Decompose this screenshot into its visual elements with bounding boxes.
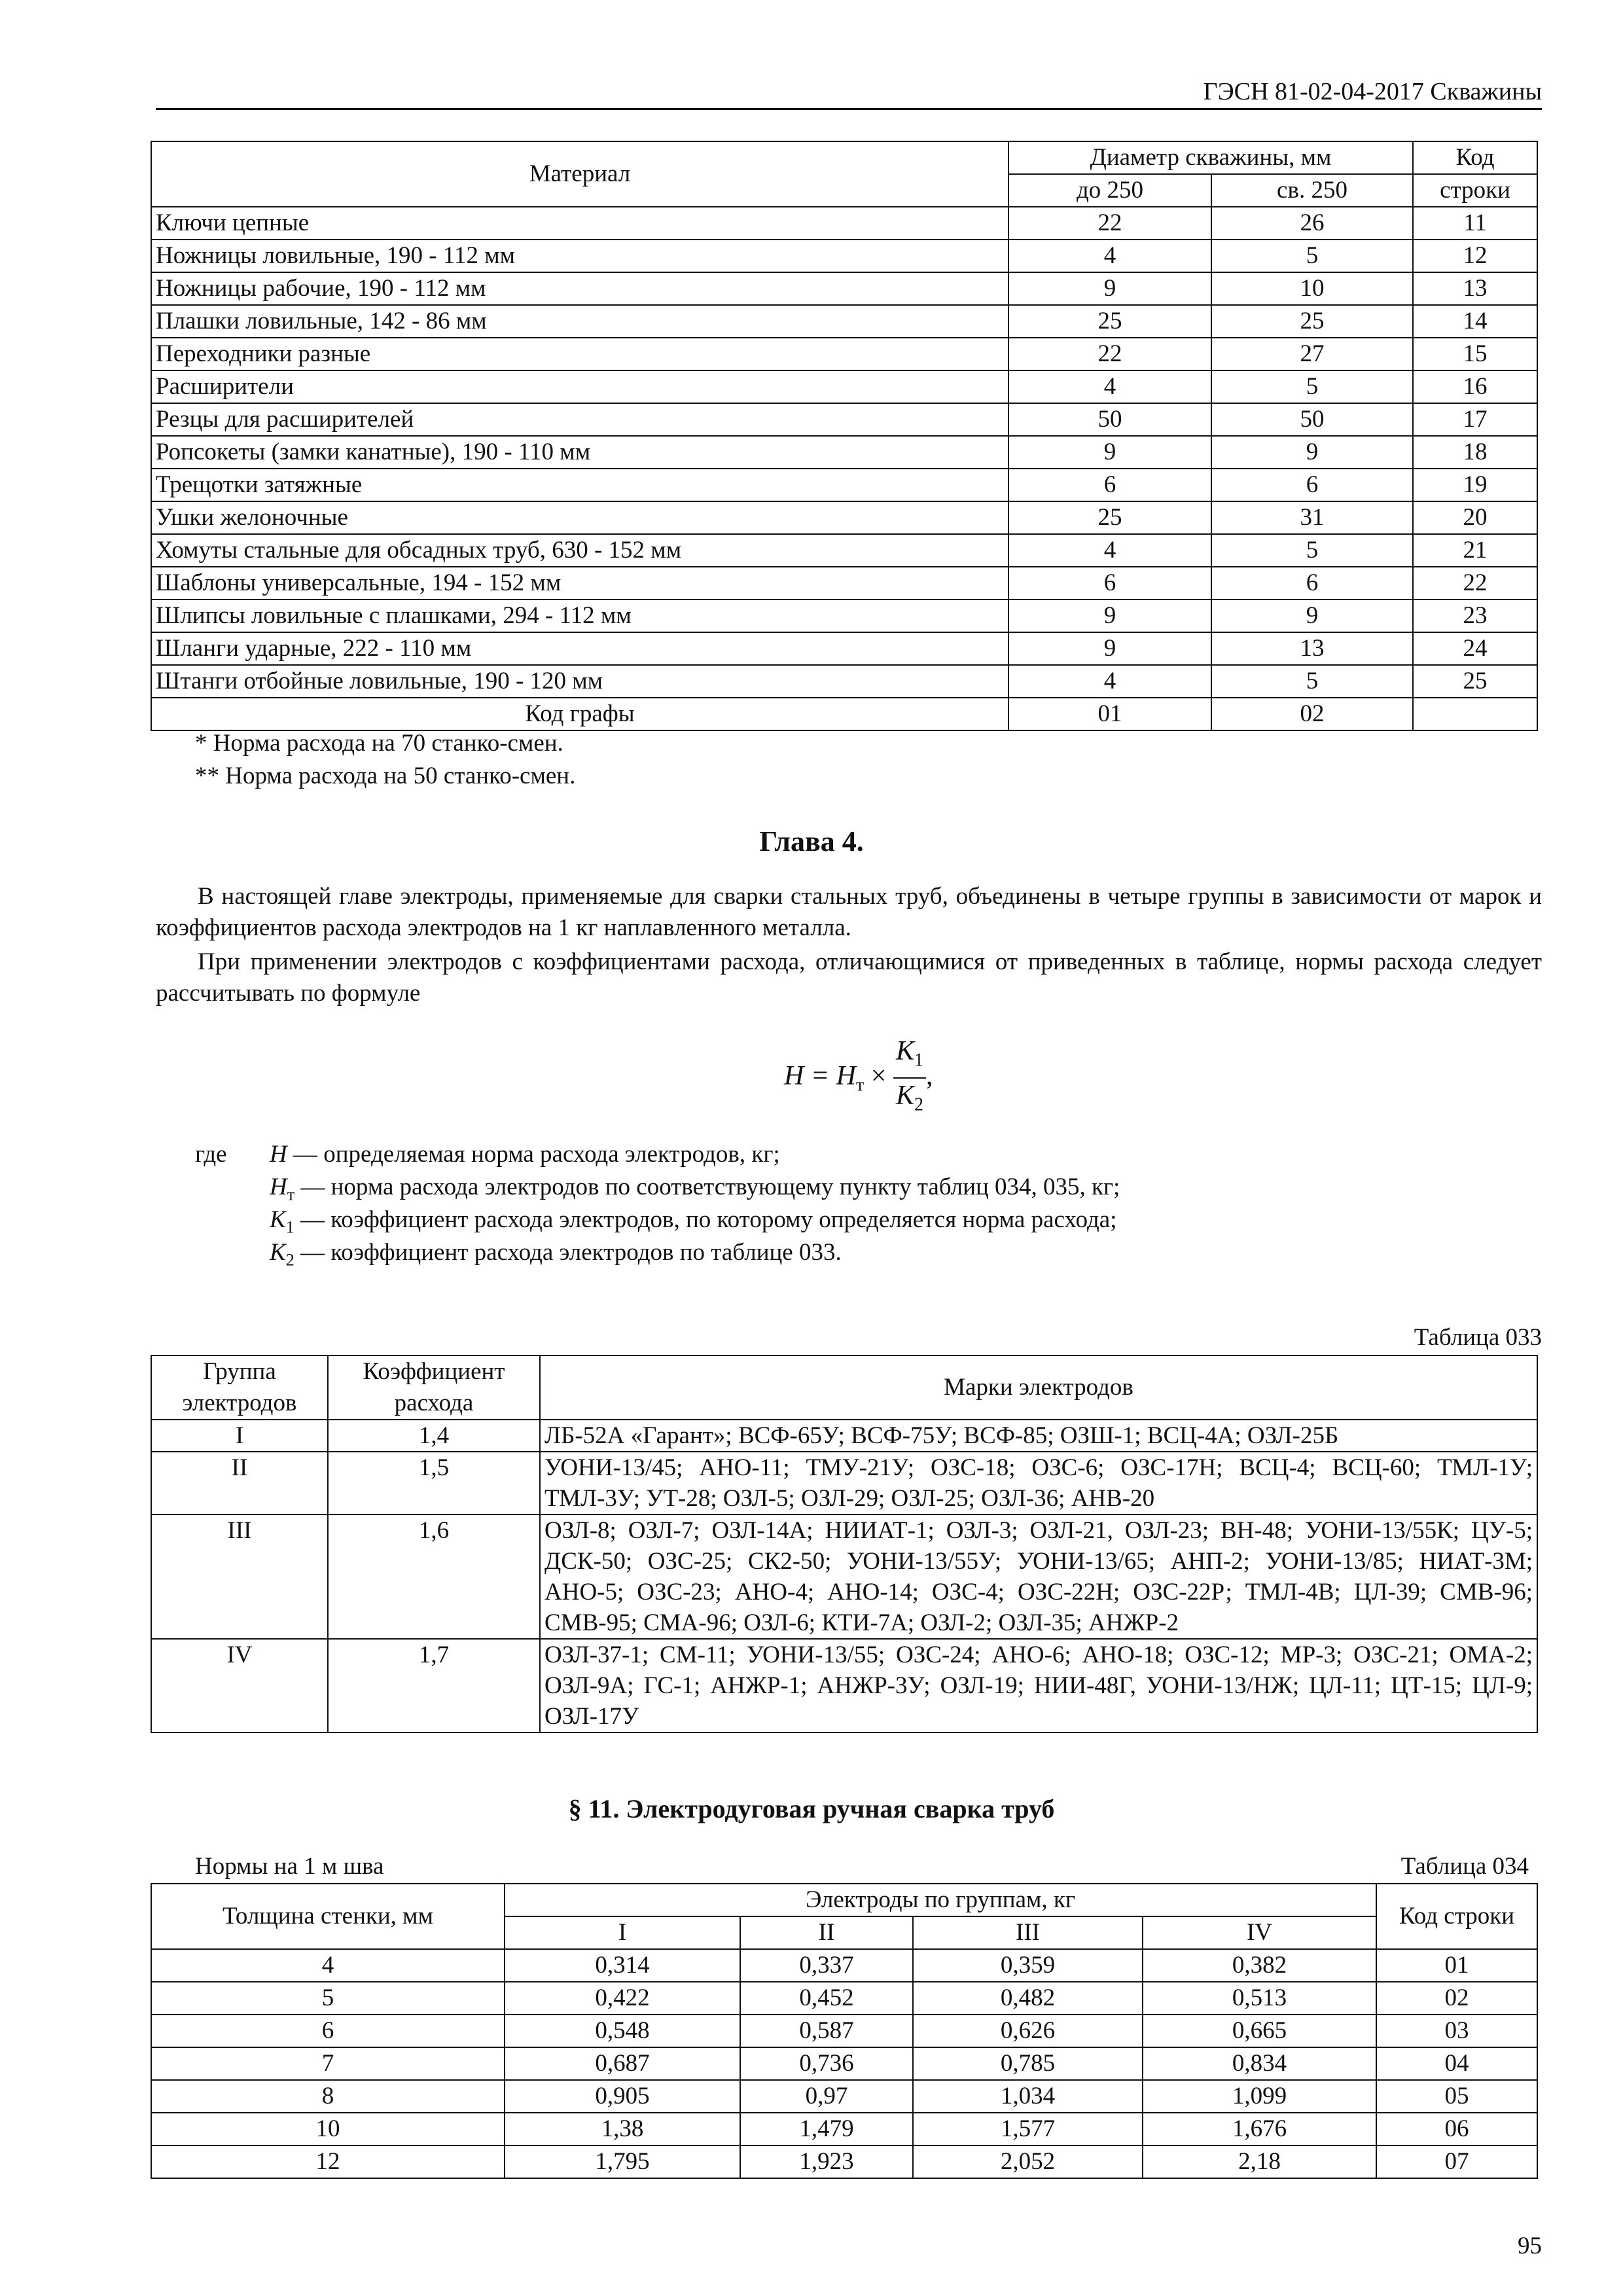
table-034-label: Таблица 034 xyxy=(1400,1853,1529,1880)
formula-times: × xyxy=(864,1061,893,1092)
consumption-coefficient: 1,7 xyxy=(328,1639,540,1732)
table-row xyxy=(151,600,1537,632)
material-name: Шланги ударные, 222 - 110 мм xyxy=(151,632,1008,665)
formula-denominator-sub: 2 xyxy=(914,1094,923,1115)
table-034-norm-label: Нормы на 1 м шва xyxy=(195,1853,384,1880)
table-row xyxy=(151,2113,1537,2145)
electrode-group: I xyxy=(151,1420,328,1452)
value-over-250: 9 xyxy=(1211,436,1413,469)
table-033-label: Таблица 033 xyxy=(1414,1324,1542,1351)
group-3-value: 0,626 xyxy=(913,2015,1143,2047)
table-row xyxy=(151,2145,1537,2178)
line-code: 07 xyxy=(1376,2145,1537,2178)
value-upto-250: 25 xyxy=(1008,501,1211,534)
material-name: Ключи цепные xyxy=(151,207,1008,240)
table-row xyxy=(151,272,1537,305)
value-upto-250: 9 xyxy=(1008,436,1211,469)
electrode-brands: ОЗЛ-37-1; СМ-11; УОНИ-13/55; ОЗС-24; АНО-6; АНО-18; ОЗС-12; МР-3; ОЗС-21; ОМА-2; ОЗЛ-9А; ГС-1; АНЖР-1; АНЖР-3У; ОЗЛ-19; НИИ-48Г, УОНИ-13/НЖ; ЦЛ-11; ЦТ-15; ЦЛ-9; ОЗЛ-17У xyxy=(540,1639,1537,1732)
chapter-paragraph-1: В настоящей главе электроды, применяемые для сварки стальных труб, объединены в четыре группы в зависимости от марок и коэффициентов расхода электродов на 1 кг наплавленного металла. xyxy=(156,883,1542,941)
group-4-value: 0,665 xyxy=(1143,2015,1376,2047)
col-header-group-1: I xyxy=(505,1916,740,1949)
material-name: Хомуты стальные для обсадных труб, 630 - 152 мм xyxy=(151,534,1008,567)
col-header-group-line1: Группа xyxy=(203,1358,276,1385)
group-2-value: 1,479 xyxy=(740,2113,913,2145)
material-name: Шаблоны универсальные, 194 - 152 мм xyxy=(151,567,1008,600)
line-code: 16 xyxy=(1413,370,1537,403)
legend-symbol-k1: K xyxy=(270,1206,286,1233)
material-name: Резцы для расширителей xyxy=(151,403,1008,436)
col-header-diameter: Диаметр скважины, мм xyxy=(1008,141,1413,174)
footer-empty-cell xyxy=(1413,698,1537,730)
group-3-value: 2,052 xyxy=(913,2145,1143,2178)
consumption-coefficient: 1,5 xyxy=(328,1452,540,1515)
group-2-value: 0,452 xyxy=(740,1982,913,2015)
table-row xyxy=(151,207,1537,240)
chapter-paragraph-2: При применении электродов с коэффициентами расхода, отличающимися от приведенных в таблице, нормы расхода следует рассчитывать по формуле xyxy=(156,948,1542,1007)
wall-thickness: 10 xyxy=(151,2113,505,2145)
group-3-value: 0,482 xyxy=(913,1982,1143,2015)
electrode-group: II xyxy=(151,1452,328,1515)
table-row xyxy=(151,370,1537,403)
group-2-value: 0,587 xyxy=(740,2015,913,2047)
value-upto-250: 9 xyxy=(1008,600,1211,632)
value-over-250: 5 xyxy=(1211,665,1413,698)
electrode-brands: ЛБ-52А «Гарант»; ВСФ-65У; ВСФ-75У; ВСФ-85; ОЗШ-1; ВСЦ-4А; ОЗЛ-25Б xyxy=(540,1420,1537,1452)
wall-thickness: 8 xyxy=(151,2080,505,2113)
group-2-value: 0,736 xyxy=(740,2047,913,2080)
value-over-250: 5 xyxy=(1211,370,1413,403)
line-code: 06 xyxy=(1376,2113,1537,2145)
chapter-title: Глава 4. xyxy=(759,825,864,857)
material-name: Переходники разные xyxy=(151,338,1008,370)
consumption-coefficient: 1,4 xyxy=(328,1420,540,1452)
material-name: Плашки ловильные, 142 - 86 мм xyxy=(151,305,1008,338)
legend-text-k1: — коэффициент расхода электродов, по которому определяется норма расхода; xyxy=(294,1206,1117,1233)
legend-line-h xyxy=(270,1139,780,1170)
col-header-brands: Марки электродов xyxy=(540,1355,1537,1420)
wall-thickness: 6 xyxy=(151,2015,505,2047)
table-row xyxy=(151,305,1537,338)
table-row xyxy=(151,501,1537,534)
line-code: 14 xyxy=(1413,305,1537,338)
group-3-value: 1,034 xyxy=(913,2080,1143,2113)
legend-subscript-2: 2 xyxy=(285,1250,294,1270)
footer-column-code-a: 01 xyxy=(1008,698,1211,730)
group-4-value: 1,099 xyxy=(1143,2080,1376,2113)
line-code: 05 xyxy=(1376,2080,1537,2113)
wall-thickness: 4 xyxy=(151,1949,505,1982)
value-upto-250: 22 xyxy=(1008,207,1211,240)
line-code: 22 xyxy=(1413,567,1537,600)
value-upto-250: 4 xyxy=(1008,665,1211,698)
group-1-value: 0,687 xyxy=(505,2047,740,2080)
value-over-250: 26 xyxy=(1211,207,1413,240)
line-code: 11 xyxy=(1413,207,1537,240)
value-over-250: 6 xyxy=(1211,469,1413,501)
value-upto-250: 6 xyxy=(1008,469,1211,501)
legend-line-k2 xyxy=(270,1237,842,1276)
value-over-250: 27 xyxy=(1211,338,1413,370)
material-name: Ушки желоночные xyxy=(151,501,1008,534)
wall-thickness: 5 xyxy=(151,1982,505,2015)
table-row xyxy=(151,338,1537,370)
group-1-value: 1,795 xyxy=(505,2145,740,2178)
table-row xyxy=(151,403,1537,436)
table-row xyxy=(151,2080,1537,2113)
value-upto-250: 9 xyxy=(1008,632,1211,665)
legend-where: где xyxy=(195,1141,227,1168)
col-header-coefficient xyxy=(328,1355,540,1420)
line-code: 19 xyxy=(1413,469,1537,501)
group-1-value: 0,548 xyxy=(505,2015,740,2047)
legend-symbol-ht: H xyxy=(270,1174,287,1200)
line-code: 20 xyxy=(1413,501,1537,534)
electrode-brands: УОНИ-13/45; АНО-11; ТМУ-21У; ОЗС-18; ОЗС-6; ОЗС-17Н; ВСЦ-4; ВСЦ-60; ТМЛ-1У; ТМЛ-3У; УТ-28; ОЗЛ-5; ОЗЛ-29; ОЗЛ-25; ОЗЛ-36; АНВ-20 xyxy=(540,1452,1537,1515)
formula-numerator: K xyxy=(895,1036,914,1066)
value-upto-250: 4 xyxy=(1008,370,1211,403)
material-name: Расширители xyxy=(151,370,1008,403)
consumption-coefficient: 1,6 xyxy=(328,1515,540,1639)
footer-column-code-b: 02 xyxy=(1211,698,1413,730)
note-70-shifts: * Норма расхода на 70 станко-смен. xyxy=(195,730,563,757)
line-code: 13 xyxy=(1413,272,1537,305)
electrode-group: III xyxy=(151,1515,328,1639)
col-header-over-250: св. 250 xyxy=(1211,174,1413,207)
col-header-group-2: II xyxy=(740,1916,913,1949)
legend-symbol-h: H xyxy=(270,1141,287,1168)
formula-lhs: H = H xyxy=(784,1061,857,1092)
footer-label-code-column: Код графы xyxy=(151,698,1008,730)
materials-table xyxy=(151,141,1538,731)
material-name: Ножницы рабочие, 190 - 112 мм xyxy=(151,272,1008,305)
material-name: Штанги отбойные ловильные, 190 - 120 мм xyxy=(151,665,1008,698)
value-upto-250: 4 xyxy=(1008,240,1211,272)
group-3-value: 0,785 xyxy=(913,2047,1143,2080)
table-row xyxy=(151,1639,1537,1732)
line-code: 12 xyxy=(1413,240,1537,272)
value-upto-250: 4 xyxy=(1008,534,1211,567)
col-header-thickness: Толщина стенки, мм xyxy=(151,1884,505,1949)
table-row xyxy=(151,1420,1537,1452)
legend-symbol-k2: K xyxy=(270,1239,286,1266)
material-name: Ропсокеты (замки канатные), 190 - 110 мм xyxy=(151,436,1008,469)
wall-thickness: 7 xyxy=(151,2047,505,2080)
col-header-group-3: III xyxy=(913,1916,1143,1949)
legend-subscript-t: т xyxy=(287,1185,295,1204)
col-header-group-4: IV xyxy=(1143,1916,1376,1949)
group-1-value: 0,905 xyxy=(505,2080,740,2113)
value-over-250: 9 xyxy=(1211,600,1413,632)
legend-text-ht: — норма расхода электродов по соответствующему пункту таблиц 034, 035, кг; xyxy=(294,1174,1120,1200)
value-over-250: 6 xyxy=(1211,567,1413,600)
legend-text-k2: — коэффициент расхода электродов по таблице 033. xyxy=(294,1239,842,1266)
group-2-value: 1,923 xyxy=(740,2145,913,2178)
electrode-brands: ОЗЛ-8; ОЗЛ-7; ОЗЛ-14А; НИИАТ-1; ОЗЛ-3; ОЗЛ-21, ОЗЛ-23; ВН-48; УОНИ-13/55К; ЦУ-5; ДСК-50; ОЗС-25; СК2-50; УОНИ-13/55У; УОНИ-13/65; АНП-2; УОНИ-13/85; НИАТ-3М; АНО-5; ОЗС-23; АНО-4; АНО-14; ОЗС-4; ОЗС-22Н; ОЗС-22Р; ТМЛ-4В; ЦЛ-39; СМВ-96; СМВ-95; СМА-96; ОЗЛ-6; КТИ-7А; ОЗЛ-2; ОЗЛ-35; АНЖР-2 xyxy=(540,1515,1537,1639)
group-3-value: 1,577 xyxy=(913,2113,1143,2145)
value-over-250: 5 xyxy=(1211,534,1413,567)
value-over-250: 10 xyxy=(1211,272,1413,305)
col-header-coef-line2: расхода xyxy=(394,1390,474,1416)
table-row xyxy=(151,665,1537,698)
value-upto-250: 9 xyxy=(1008,272,1211,305)
electrode-consumption-table xyxy=(151,1883,1538,2179)
consumption-formula xyxy=(784,1034,933,1122)
value-upto-250: 6 xyxy=(1008,567,1211,600)
line-code: 25 xyxy=(1413,665,1537,698)
group-1-value: 0,422 xyxy=(505,1982,740,2015)
value-over-250: 13 xyxy=(1211,632,1413,665)
table-row xyxy=(151,632,1537,665)
table-row xyxy=(151,469,1537,501)
line-code: 02 xyxy=(1376,1982,1537,2015)
table-row xyxy=(151,1515,1537,1639)
value-upto-250: 25 xyxy=(1008,305,1211,338)
value-over-250: 5 xyxy=(1211,240,1413,272)
value-over-250: 31 xyxy=(1211,501,1413,534)
formula-fraction xyxy=(893,1034,926,1122)
col-header-material: Материал xyxy=(151,141,1008,207)
table-row xyxy=(151,1452,1537,1515)
group-2-value: 0,97 xyxy=(740,2080,913,2113)
col-header-coef-line1: Коэффициент xyxy=(363,1358,505,1385)
table-row xyxy=(151,2047,1537,2080)
line-code: 17 xyxy=(1413,403,1537,436)
line-code: 21 xyxy=(1413,534,1537,567)
material-name: Ножницы ловильные, 190 - 112 мм xyxy=(151,240,1008,272)
col-header-upto-250: до 250 xyxy=(1008,174,1211,207)
value-over-250: 25 xyxy=(1211,305,1413,338)
table-row xyxy=(151,240,1537,272)
formula-numerator-sub: 1 xyxy=(914,1050,923,1071)
table-row xyxy=(151,2015,1537,2047)
formula-subscript-t: т xyxy=(856,1075,865,1096)
group-1-value: 0,314 xyxy=(505,1949,740,1982)
value-upto-250: 22 xyxy=(1008,338,1211,370)
note-50-shifts: ** Норма расхода на 50 станко-смен. xyxy=(195,762,576,789)
page-number: 95 xyxy=(1518,2233,1542,2259)
line-code: 15 xyxy=(1413,338,1537,370)
col-header-code-line1: Код xyxy=(1413,141,1537,174)
group-4-value: 0,382 xyxy=(1143,1949,1376,1982)
table-row xyxy=(151,436,1537,469)
col-header-line-code: Код строки xyxy=(1376,1884,1537,1949)
group-4-value: 1,676 xyxy=(1143,2113,1376,2145)
material-name: Трещотки затяжные xyxy=(151,469,1008,501)
group-4-value: 0,834 xyxy=(1143,2047,1376,2080)
group-2-value: 0,337 xyxy=(740,1949,913,1982)
formula-trailing-comma: , xyxy=(925,1061,933,1092)
table-row xyxy=(151,534,1537,567)
group-1-value: 1,38 xyxy=(505,2113,740,2145)
value-over-250: 50 xyxy=(1211,403,1413,436)
line-code: 04 xyxy=(1376,2047,1537,2080)
group-4-value: 0,513 xyxy=(1143,1982,1376,2015)
legend-subscript-1: 1 xyxy=(285,1217,294,1237)
document-header-title: ГЭСН 81-02-04-2017 Скважины xyxy=(1203,78,1542,105)
line-code: 24 xyxy=(1413,632,1537,665)
header-rule xyxy=(156,108,1542,110)
legend-text-h: — определяемая норма расхода электродов, кг; xyxy=(287,1141,780,1168)
col-header-group-line2: электродов xyxy=(182,1390,297,1416)
section-title: § 11. Электродуговая ручная сварка труб xyxy=(568,1794,1055,1823)
table-row xyxy=(151,1949,1537,1982)
col-header-code-line2: строки xyxy=(1413,174,1537,207)
value-upto-250: 50 xyxy=(1008,403,1211,436)
electrode-groups-table xyxy=(151,1355,1538,1733)
wall-thickness: 12 xyxy=(151,2145,505,2178)
electrode-group: IV xyxy=(151,1639,328,1732)
group-3-value: 0,359 xyxy=(913,1949,1143,1982)
group-4-value: 2,18 xyxy=(1143,2145,1376,2178)
material-name: Шлипсы ловильные с плашками, 294 - 112 мм xyxy=(151,600,1008,632)
line-code: 03 xyxy=(1376,2015,1537,2047)
line-code: 18 xyxy=(1413,436,1537,469)
col-header-electrodes-by-group: Электроды по группам, кг xyxy=(505,1884,1376,1916)
table-row xyxy=(151,1982,1537,2015)
line-code: 23 xyxy=(1413,600,1537,632)
col-header-group xyxy=(151,1355,328,1420)
table-row xyxy=(151,567,1537,600)
line-code: 01 xyxy=(1376,1949,1537,1982)
formula-denominator: K xyxy=(895,1081,914,1111)
